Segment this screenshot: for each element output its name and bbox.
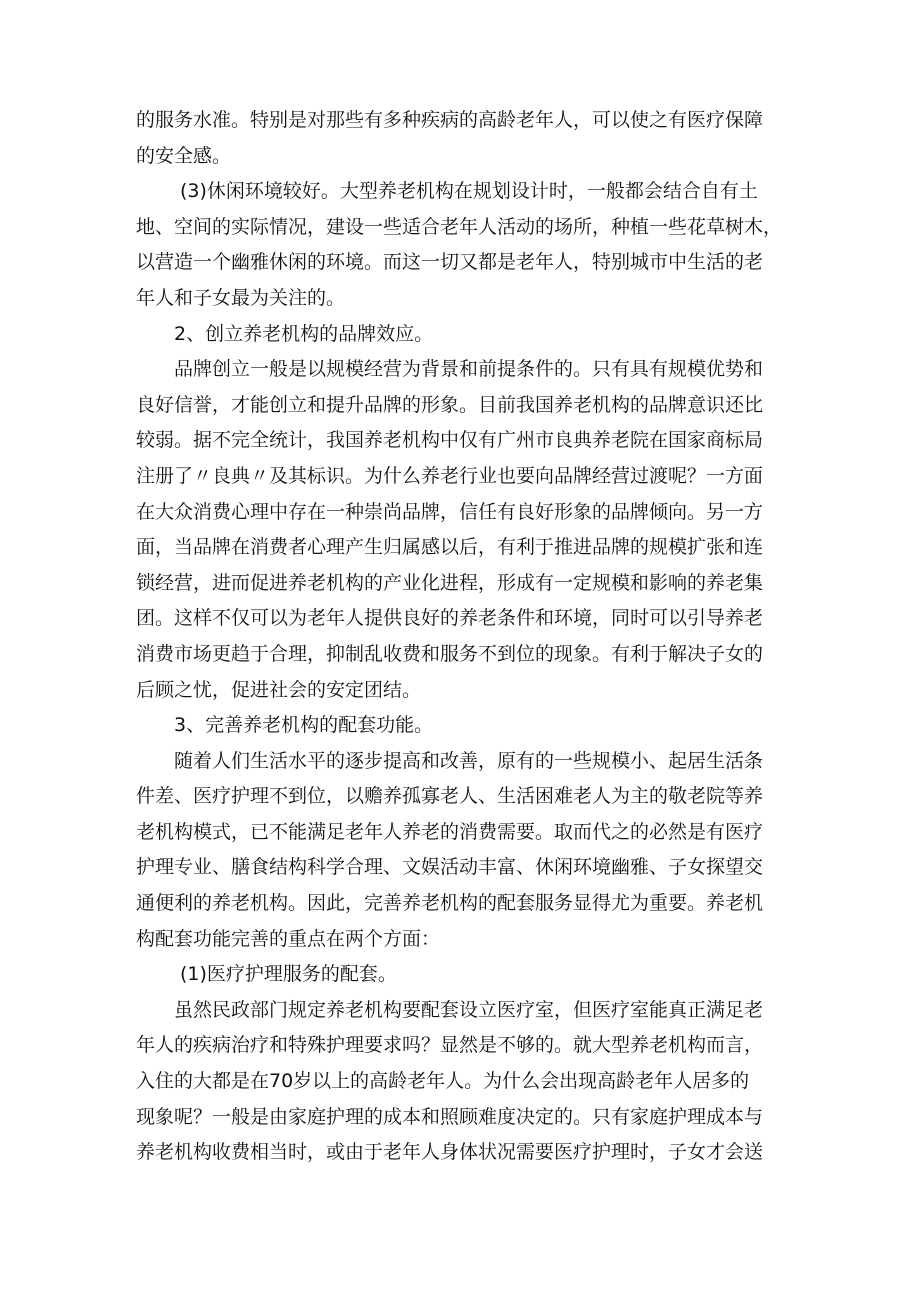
paragraph-leisure-environment bbox=[136, 174, 796, 316]
text-line: 面，当品牌在消费者心理产生归属感以后，有利于推进品牌的规模扩张和连 bbox=[136, 536, 764, 559]
text-line: 护理专业、膳食结构科学合理、文娱活动丰富、休闲环境幽雅、子女探望交 bbox=[136, 856, 764, 879]
text-line: 养老机构收费相当时，或由于老年人身体状况需要医疗护理时，子女才会送 bbox=[136, 1141, 764, 1164]
text-line: 年人的疾病治疗和特殊护理要求吗？显然是不够的。就大型养老机构而言， bbox=[136, 1034, 764, 1057]
paragraph-continuation bbox=[136, 103, 796, 174]
section-heading: 3、完善养老机构的配套功能。 bbox=[174, 714, 434, 737]
section-heading: (1)医疗护理服务的配套。 bbox=[180, 963, 397, 986]
section-heading: 2、创立养老机构的品牌效应。 bbox=[174, 322, 434, 345]
paragraph-brand bbox=[136, 352, 796, 708]
text-line: 团。这样不仅可以为老年人提供良好的养老条件和环境，同时可以引导养老 bbox=[136, 607, 764, 630]
text-line: 构配套功能完善的重点在两个方面： bbox=[136, 927, 441, 950]
paragraph-medical-care bbox=[136, 993, 796, 1171]
text-line: 较弱。据不完全统计，我国养老机构中仅有广州市良典养老院在国家商标局 bbox=[136, 429, 764, 452]
text-line: 锁经营，进而促进养老机构的产业化进程，形成有一定规模和影响的养老集 bbox=[136, 571, 764, 594]
text-line: 地、空间的实际情况，建设一些适合老年人活动的场所，种植一些花草树木， bbox=[136, 215, 783, 238]
text-line: 以营造一个幽雅休闲的环境。而这一切又都是老年人，特别城市中生活的老 bbox=[136, 251, 764, 274]
text-line: 良好信誉，才能创立和提升品牌的形象。目前我国养老机构的品牌意识还比 bbox=[136, 393, 764, 416]
text-line: 品牌创立一般是以规模经营为背景和前提条件的。只有具有规模优势和 bbox=[174, 358, 764, 381]
text-line: 在大众消费心理中存在一种崇尚品牌，信任有良好形象的品牌倾向。另一方 bbox=[136, 500, 764, 523]
text-line: 件差、医疗护理不到位，以赡养孤寡老人、生活困难老人为主的敬老院等养 bbox=[136, 785, 764, 808]
text-line: (3)休闲环境较好。大型养老机构在规划设计时，一般都会结合自有土 bbox=[180, 180, 758, 203]
text-line: 消费市场更趋于合理，抑制乱收费和服务不到位的现象。有利于解决子女的 bbox=[136, 642, 764, 665]
text-line: 入住的大都是在70岁以上的高龄老年人。为什么会出现高龄老年人居多的 bbox=[136, 1070, 750, 1093]
heading-facilities bbox=[136, 708, 796, 744]
heading-medical-care bbox=[136, 957, 796, 993]
text-line: 年人和子女最为关注的。 bbox=[136, 286, 346, 309]
paragraph-facilities bbox=[136, 744, 796, 958]
text-line: 的服务水准。特别是对那些有多种疾病的高龄老年人，可以使之有医疗保障 bbox=[136, 109, 764, 131]
text-line: 老机构模式，已不能满足老年人养老的消费需要。取而代之的必然是有医疗 bbox=[136, 820, 764, 843]
text-line: 现象呢？一般是由家庭护理的成本和照顾难度决定的。只有家庭护理成本与 bbox=[136, 1105, 764, 1128]
text-line: 后顾之忧，促进社会的安定团结。 bbox=[136, 678, 422, 701]
text-line: 注册了〃良典〃及其标识。为什么养老行业也要向品牌经营过渡呢？一方面 bbox=[136, 464, 764, 487]
text-line: 随着人们生活水平的逐步提高和改善，原有的一些规模小、起居生活条 bbox=[174, 749, 764, 772]
heading-brand-effect bbox=[136, 317, 796, 353]
text-line: 通便利的养老机构。因此，完善养老机构的配套服务显得尤为重要。养老机 bbox=[136, 892, 764, 915]
text-line: 的安全感。 bbox=[136, 144, 232, 167]
body-text bbox=[136, 103, 796, 1171]
text-line: 虽然民政部门规定养老机构要配套设立医疗室，但医疗室能真正满足老 bbox=[174, 998, 764, 1021]
